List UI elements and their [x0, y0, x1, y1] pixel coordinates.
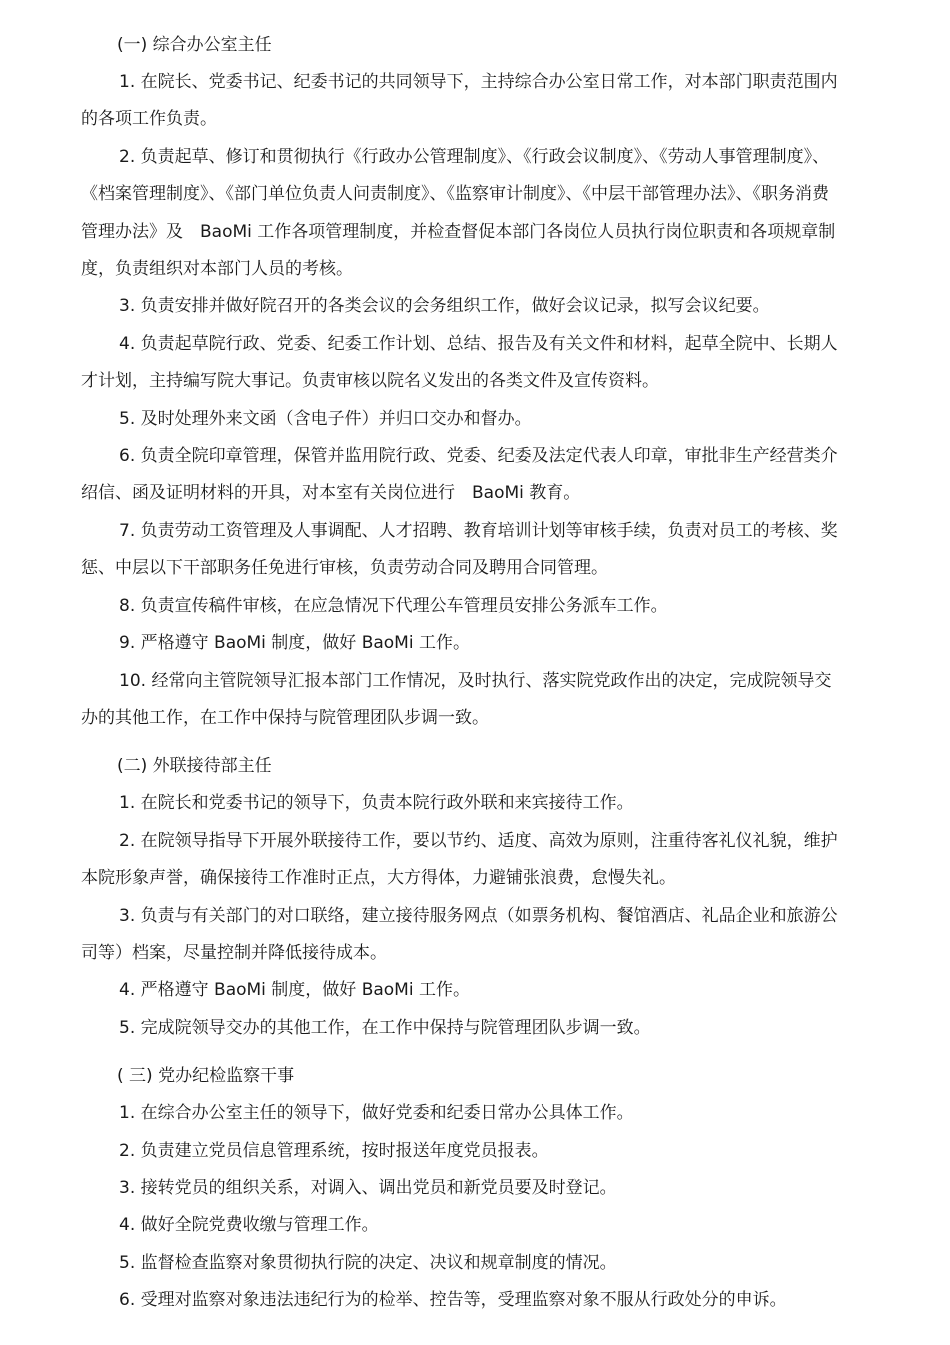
duty-item: 4. 做好全院党费收缴与管理工作。 [119, 1215, 379, 1236]
section-heading: (一) 综合办公室主任 [117, 35, 272, 55]
duty-item: 10. 经常向主管院领导汇报本部门工作情况，及时执行、落实院党政作出的决定，完成院领导交办的其他工作，在工作中保持与院管理团队步调一致。 [81, 670, 832, 728]
duty-item: 4. 负责起草院行政、党委、纪委工作计划、总结、报告及有关文件和材料，起草全院中、长期人才计划，主持编写院大事记。负责审核以院名义发出的各类文件及宣传资料。 [81, 333, 838, 392]
duty-item: 2. 负责起草、修订和贯彻执行《行政办公管理制度》、《行政会议制度》、《劳动人事管理制度》、《档案管理制度》、《部门单位负责人问责制度》、《监察审计制度》、《中层干部管理办法》、《职务消费管理办法》及 BaoMi 工作各项管理制度，并检查督促本部门各岗位人员执行岗位职责和各项规章制度，负责组织对本部门人员的考核。 [81, 146, 836, 280]
duty-item: 5. 完成院领导交办的其他工作，在工作中保持与院管理团队步调一致。 [119, 1017, 651, 1038]
duty-item: 6. 受理对监察对象违法违纪行为的检举、控告等，受理监察对象不服从行政处分的申诉。 [119, 1290, 787, 1311]
duty-item: 8. 负责宣传稿件审核，在应急情况下代理公车管理员安排公务派车工作。 [119, 595, 668, 616]
duty-item: 5. 监督检查监察对象贯彻执行院的决定、决议和规章制度的情况。 [119, 1252, 617, 1273]
duty-item: 4. 严格遵守 BaoMi 制度，做好 BaoMi 工作。 [119, 980, 470, 1001]
section-general-office-director [81, 27, 844, 737]
duty-item: 2. 在院领导指导下开展外联接待工作，要以节约、适度、高效为原则，注重待客礼仪礼貌，维护本院形象声誉，确保接待工作准时正点，大方得体，力避铺张浪费，怠慢失礼。 [81, 830, 838, 889]
duty-item: 5. 及时处理外来文函（含电子件）并归口交办和督办。 [119, 408, 532, 429]
section-external-reception-director [81, 748, 844, 1047]
section-party-discipline-officer [81, 1058, 844, 1319]
section-heading: ( 三) 党办纪检监察干事 [117, 1066, 295, 1087]
duty-item: 6. 负责全院印章管理，保管并监用院行政、党委、纪委及法定代表人印章，审批非生产经营类介绍信、函及证明材料的开具，对本室有关岗位进行 BaoMi 教育。 [81, 446, 838, 504]
duty-item: 3. 负责与有关部门的对口联络，建立接待服务网点（如票务机构、餐馆酒店、礼品企业和旅游公司等）档案，尽量控制并降低接待成本。 [81, 905, 838, 963]
duty-item: 3. 接转党员的组织关系，对调入、调出党员和新党员要及时登记。 [119, 1177, 617, 1198]
duty-item: 1. 在综合办公室主任的领导下，做好党委和纪委日常办公具体工作。 [119, 1103, 634, 1124]
section-heading: (二) 外联接待部主任 [117, 756, 272, 777]
duty-item: 9. 严格遵守 BaoMi 制度，做好 BaoMi 工作。 [119, 633, 470, 654]
duty-item: 2. 负责建立党员信息管理系统，按时报送年度党员报表。 [119, 1140, 549, 1161]
duty-item: 1. 在院长、党委书记、纪委书记的共同领导下，主持综合办公室日常工作，对本部门职责范围内的各项工作负责。 [81, 72, 838, 130]
duty-item: 1. 在院长和党委书记的领导下，负责本院行政外联和来宾接待工作。 [119, 793, 634, 814]
duty-item: 7. 负责劳动工资管理及人事调配、人才招聘、教育培训计划等审核手续，负责对员工的考核、奖惩、中层以下干部职务任免进行审核，负责劳动合同及聘用合同管理。 [81, 520, 838, 579]
duty-item: 3. 负责安排并做好院召开的各类会议的会务组织工作，做好会议记录，拟写会议纪要。 [119, 296, 770, 317]
